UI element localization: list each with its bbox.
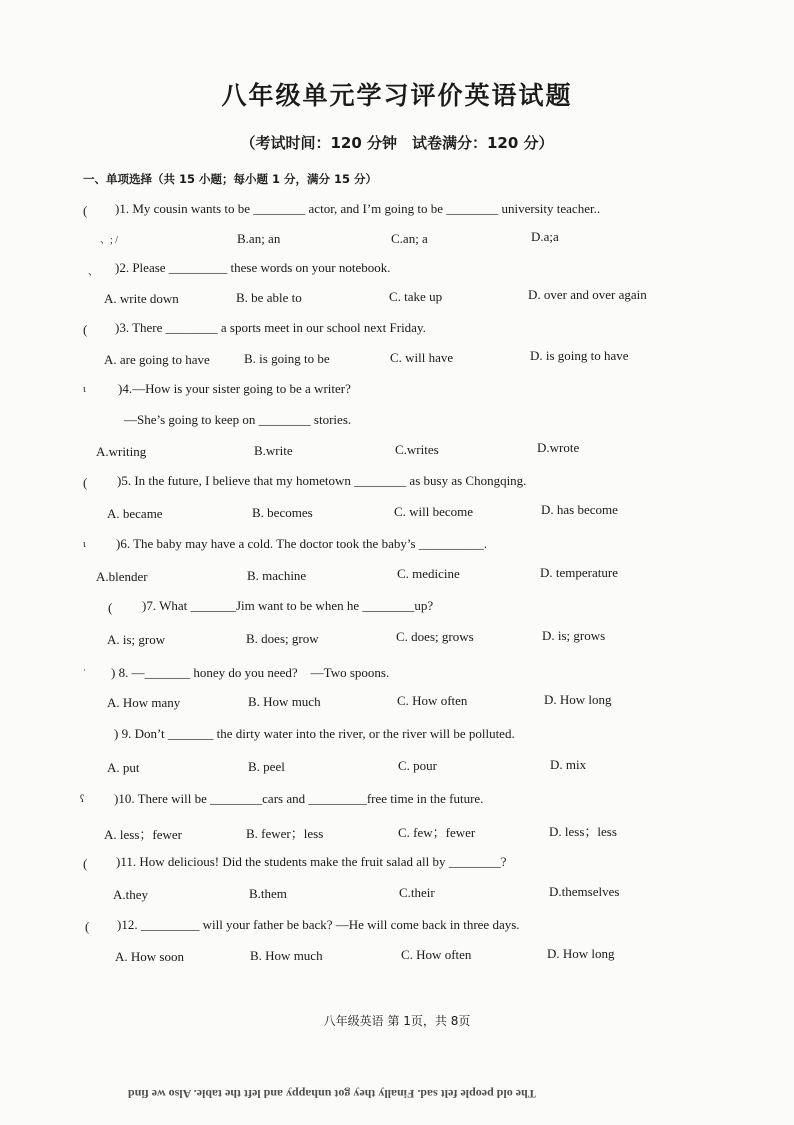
answer-bracket: ( bbox=[83, 856, 88, 871]
option-c: C. pour bbox=[398, 758, 437, 773]
bleed-through-text: The old people felt sad. Finally they got unhappy and left the table. Also we find bbox=[128, 1087, 536, 1101]
option-c: C. will have bbox=[390, 350, 454, 365]
option-d: D. is; grows bbox=[542, 628, 606, 643]
option-c: C. does; grows bbox=[396, 629, 474, 644]
option-a: A. became bbox=[107, 506, 163, 521]
answer-bracket: ( bbox=[83, 322, 88, 337]
question-stem: ) 8. —_______ honey do you need? —Two spoons. bbox=[111, 665, 390, 680]
option-d: D.wrote bbox=[537, 440, 580, 455]
option-d: D. has become bbox=[541, 502, 618, 517]
option-a: A. are going to have bbox=[104, 352, 210, 367]
option-b: B. How much bbox=[248, 694, 321, 709]
option-d: D. temperature bbox=[540, 565, 618, 580]
answer-bracket: ʕ bbox=[80, 794, 85, 805]
answer-bracket: ( bbox=[83, 203, 88, 218]
option-c: C.their bbox=[399, 885, 435, 900]
question-stem: )7. What _______Jim want to be when he ________up? bbox=[142, 598, 434, 613]
option-a: A.they bbox=[113, 887, 149, 902]
section-heading: 一、单项选择（共 15 小题；每小题 1 分，满分 15 分） bbox=[83, 172, 378, 186]
option-b: B.them bbox=[249, 886, 287, 901]
option-d: D. How long bbox=[547, 946, 615, 961]
question-stem: )3. There ________ a sports meet in our school next Friday. bbox=[115, 320, 426, 335]
answer-bracket: ( bbox=[108, 600, 113, 615]
option-b: B. is going to be bbox=[244, 351, 330, 366]
question-stem: )5. In the future, I believe that my hometown ________ as busy as Chongqing. bbox=[117, 473, 527, 488]
answer-bracket: 、 bbox=[88, 267, 98, 278]
answer-bracket: ι bbox=[83, 384, 86, 395]
option-d: D. How long bbox=[544, 692, 612, 707]
option-c: C. medicine bbox=[397, 566, 460, 581]
option-d: D.themselves bbox=[549, 884, 620, 899]
page-footer: 八年级英语 第 1页，共 8页 bbox=[323, 1014, 471, 1028]
question-stem: )11. How delicious! Did the students make the fruit salad all by ________? bbox=[116, 854, 507, 869]
option-c: C.writes bbox=[395, 442, 439, 457]
option-c: C. How often bbox=[401, 947, 472, 962]
option-b: B. peel bbox=[248, 759, 285, 774]
option-d: D. mix bbox=[550, 757, 587, 772]
option-c: C. How often bbox=[397, 693, 468, 708]
question-stem: ) 9. Don’t _______ the dirty water into the river, or the river will be polluted. bbox=[114, 726, 515, 741]
option-b: B. does; grow bbox=[246, 631, 319, 646]
option-d: D. is going to have bbox=[530, 348, 629, 363]
question-stem-reply: —She’s going to keep on ________ stories. bbox=[124, 412, 352, 427]
option-b: B. be able to bbox=[236, 290, 302, 305]
question-stem: )10. There will be ________cars and _________free time in the future. bbox=[114, 791, 484, 806]
option-a: A.writing bbox=[96, 444, 147, 459]
option-b: B. fewer；less bbox=[246, 826, 324, 841]
option-c: C. few；fewer bbox=[398, 825, 476, 840]
answer-bracket: ι bbox=[83, 539, 86, 550]
page-title: 八年级单元学习评价英语试题 bbox=[221, 81, 573, 110]
answer-bracket: ( bbox=[83, 475, 88, 490]
question-stem: )6. The baby may have a cold. The doctor took the baby’s __________. bbox=[116, 536, 488, 551]
option-a: 、; / bbox=[100, 235, 119, 246]
question-stem: )1. My cousin wants to be ________ actor, and I’m going to be ________ university teacher.. bbox=[115, 201, 601, 216]
question-stem: )12. _________ will your father be back? —He will come back in three days. bbox=[117, 917, 520, 932]
option-c: C.an; a bbox=[391, 231, 428, 246]
option-a: A. is; grow bbox=[107, 632, 166, 647]
option-c: C. take up bbox=[389, 289, 443, 304]
option-a: A. How soon bbox=[115, 949, 184, 964]
answer-bracket: ( bbox=[85, 919, 90, 934]
option-c: C. will become bbox=[394, 504, 474, 519]
option-a: A.blender bbox=[96, 569, 148, 584]
option-a: A. How many bbox=[107, 695, 181, 710]
option-b: B.an; an bbox=[237, 231, 281, 246]
option-a: A. put bbox=[107, 760, 140, 775]
option-b: B. How much bbox=[250, 948, 323, 963]
option-b: B.write bbox=[254, 443, 293, 458]
option-d: D.a;a bbox=[531, 229, 559, 244]
answer-bracket: · bbox=[83, 665, 86, 675]
question-stem: )2. Please _________ these words on your notebook. bbox=[115, 260, 391, 275]
option-d: D. over and over again bbox=[528, 287, 647, 302]
question-stem: )4.—How is your sister going to be a writer? bbox=[118, 381, 351, 396]
exam-info: （考试时间：120 分钟 试卷满分：120 分） bbox=[240, 134, 554, 152]
option-a: A. less；fewer bbox=[104, 827, 182, 842]
option-d: D. less；less bbox=[549, 824, 617, 839]
option-b: B. machine bbox=[247, 568, 307, 583]
option-b: B. becomes bbox=[252, 505, 313, 520]
option-a: A. write down bbox=[104, 291, 179, 306]
